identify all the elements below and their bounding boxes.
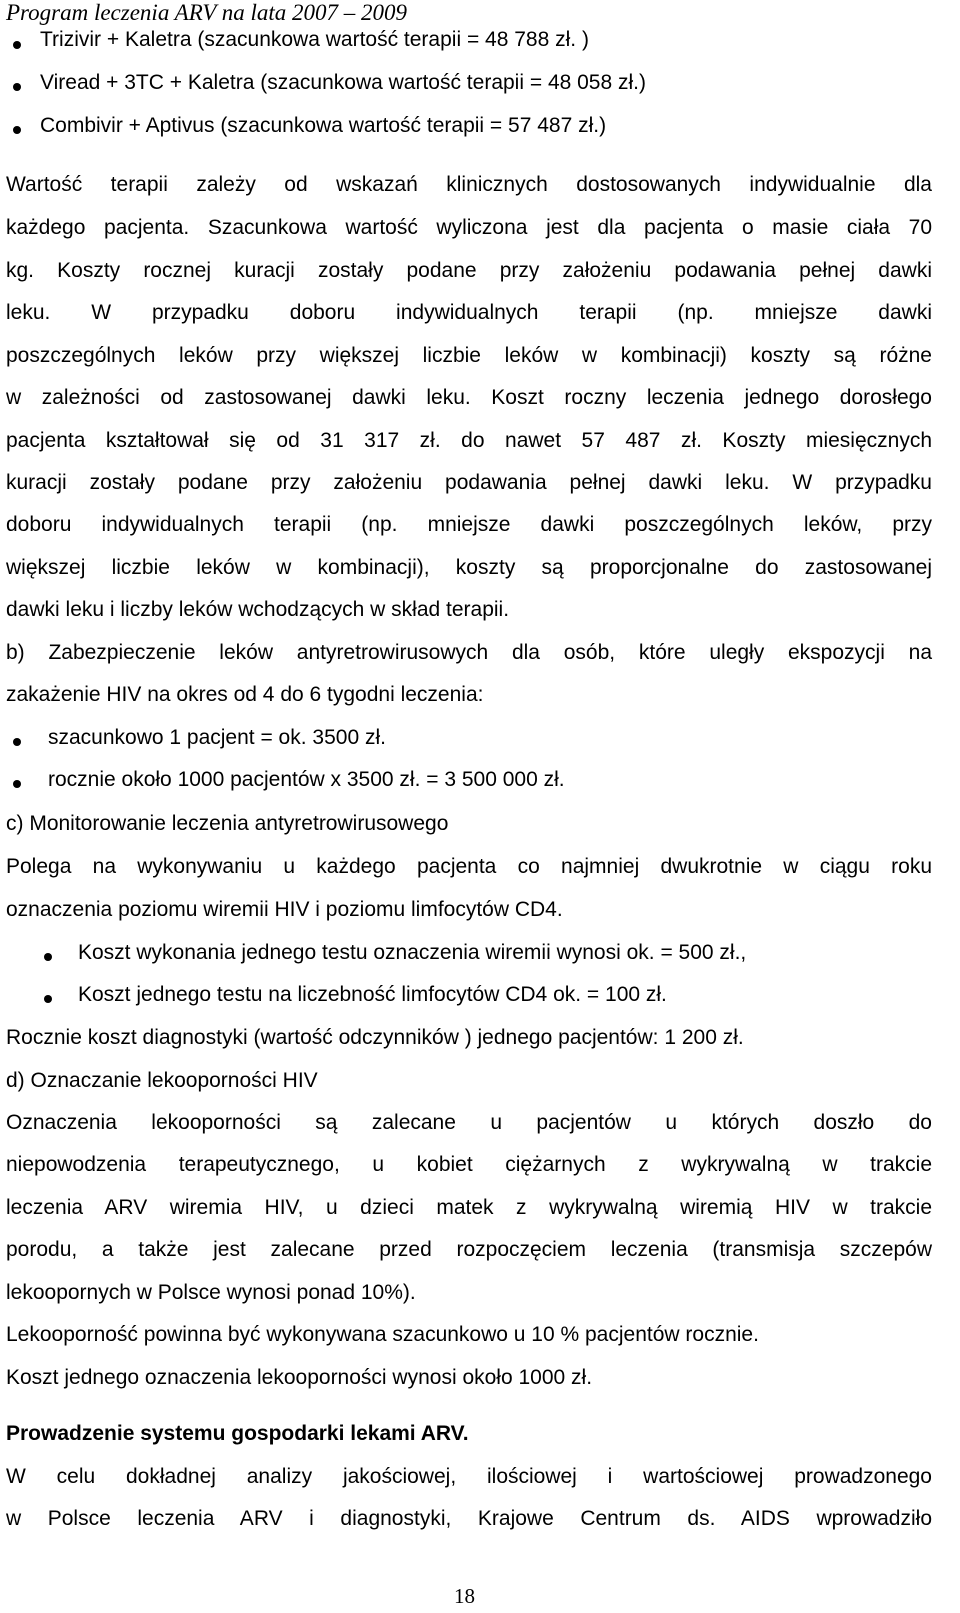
paragraph-line: Wartość terapii zależy od wskazań klinicznych dostosowanych indywidualnie dla [6,173,932,196]
paragraph-line: leku. W przypadku doboru indywidualnych terapii (np. mniejsze dawki [6,301,932,324]
list-item: Koszt wykonania jednego testu oznaczenia wiremii wynosi ok. = 500 zł., [78,941,747,964]
section-d-line: porodu, a także jest zalecane przed rozpoczęciem leczenia (transmisja szczepów [6,1238,932,1261]
paragraph-line: poszczególnych leków przy większej liczbie leków w kombinacji) koszty są różne [6,344,932,367]
section-c-summary: Rocznie koszt diagnostyki (wartość odczynników ) jednego pacjentów: 1 200 zł. [6,1026,744,1049]
paragraph-line: większej liczbie leków w kombinacji), koszty są proporcjonalne do zastosowanej [6,556,932,579]
section-d-line: lekoopornych w Polsce wynosi ponad 10%). [6,1281,416,1304]
bullet-icon [13,83,21,91]
page-number: 18 [454,1584,475,1608]
bullet-icon [13,780,21,788]
bullet-icon [13,126,21,134]
bullet-icon [13,41,21,49]
bullet-icon [44,953,52,961]
section-d-line: leczenia ARV wiremia HIV, u dzieci matek z wykrywalną wiremią HIV w trakcie [6,1196,932,1219]
paragraph-line: kg. Koszty rocznej kuracji zostały podane przy założeniu podawania pełnej dawki [6,259,932,282]
section-d-line: Lekooporność powinna być wykonywana szacunkowo u 10 % pacjentów rocznie. [6,1323,759,1346]
section-e-line: w Polsce leczenia ARV i diagnostyki, Krajowe Centrum ds. AIDS wprowadziło [6,1507,932,1530]
section-b-line: zakażenie HIV na okres od 4 do 6 tygodni leczenia: [6,683,484,706]
section-d-line: niepowodzenia terapeutycznego, u kobiet ciężarnych z wykrywalną w trakcie [6,1153,932,1176]
paragraph-line: każdego pacjenta. Szacunkowa wartość wyliczona jest dla pacjenta o masie ciała 70 [6,216,932,239]
list-item: Trizivir + Kaletra (szacunkowa wartość terapii = 48 788 zł. ) [40,28,589,51]
section-d-line: Oznaczenia lekooporności są zalecane u pacjentów u których doszło do [6,1111,932,1134]
section-e-line: W celu dokładnej analizy jakościowej, ilościowej i wartościowej prowadzonego [6,1465,932,1488]
section-d-line: Koszt jednego oznaczenia lekooporności wynosi około 1000 zł. [6,1366,593,1389]
list-item: Koszt jednego testu na liczebność limfocytów CD4 ok. = 100 zł. [78,983,667,1006]
section-c-line: oznaczenia poziomu wiremii HIV i poziomu limfocytów CD4. [6,898,563,921]
bullet-icon [44,995,52,1003]
section-c-title: c) Monitorowanie leczenia antyretrowirusowego [6,812,449,835]
paragraph-line: dawki leku i liczby leków wchodzących w skład terapii. [6,598,510,621]
section-b-line: b) Zabezpieczenie leków antyretrowirusowych dla osób, które uległy ekspozycji na [6,641,932,664]
bullet-icon [13,738,21,746]
list-item: Combivir + Aptivus (szacunkowa wartość terapii = 57 487 zł.) [40,114,607,137]
paragraph-line: pacjenta kształtował się od 31 317 zł. do nawet 57 487 zł. Koszty miesięcznych [6,429,932,452]
list-item: rocznie około 1000 pacjentów x 3500 zł. = 3 500 000 zł. [48,768,565,791]
paragraph-line: kuracji zostały podane przy założeniu podawania pełnej dawki leku. W przypadku [6,471,932,494]
section-e-title: Prowadzenie systemu gospodarki lekami ARV. [6,1422,469,1445]
paragraph-line: w zależności od zastosowanej dawki leku. Koszt roczny leczenia jednego dorosłego [6,386,932,409]
list-item: Viread + 3TC + Kaletra (szacunkowa wartość terapii = 48 058 zł.) [40,71,646,94]
section-d-title: d) Oznaczanie lekooporności HIV [6,1069,318,1092]
running-header: Program leczenia ARV na lata 2007 – 2009 [6,0,407,25]
section-c-line: Polega na wykonywaniu u każdego pacjenta co najmniej dwukrotnie w ciągu roku [6,855,932,878]
paragraph-line: doboru indywidualnych terapii (np. mniejsze dawki poszczególnych leków, przy [6,513,932,536]
list-item: szacunkowo 1 pacjent = ok. 3500 zł. [48,726,386,749]
